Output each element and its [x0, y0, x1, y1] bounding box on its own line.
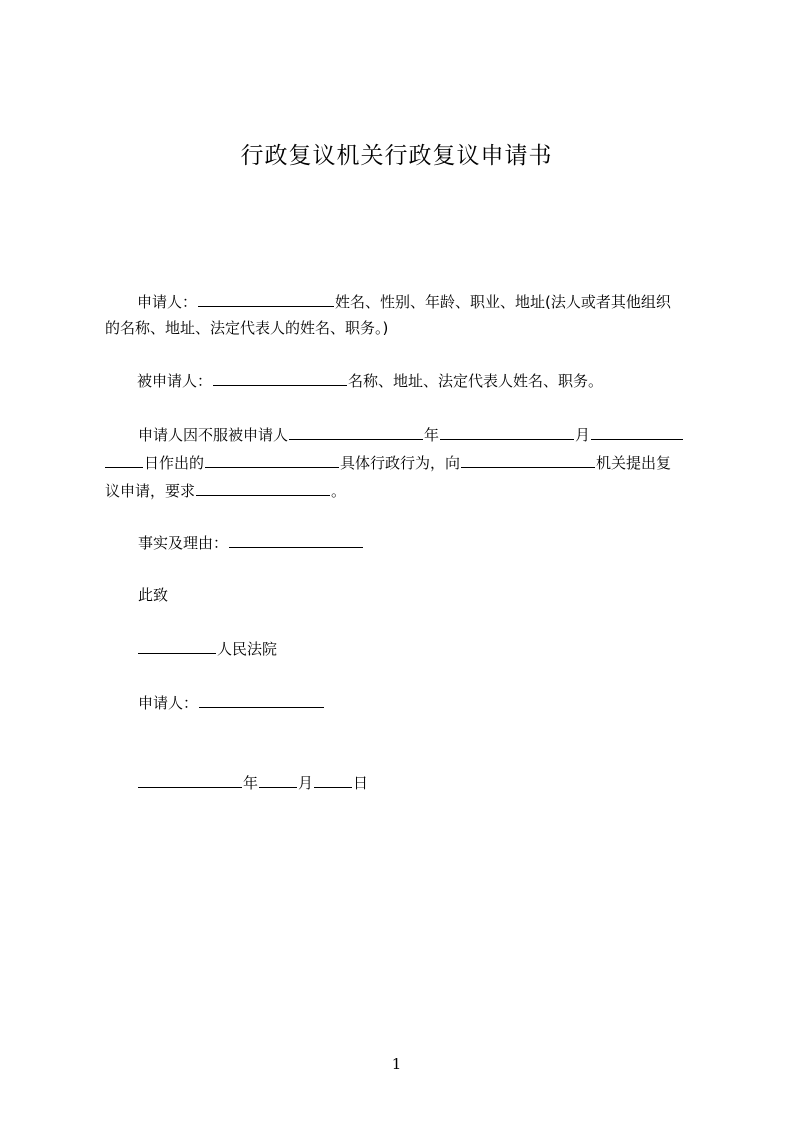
request-text-b: 议申请，要求 — [105, 482, 196, 500]
respondent-desc: 名称、地址、法定代表人姓名、职务。 — [348, 372, 604, 390]
applicant-line — [105, 291, 737, 312]
request-line-2 — [105, 452, 705, 473]
request-line-1 — [105, 424, 738, 445]
page-number: 1 — [391, 1055, 402, 1073]
date-line — [105, 772, 738, 793]
organ-text: 机关提出复 — [596, 454, 672, 472]
signature-blank[interactable] — [199, 692, 324, 708]
organ-blank[interactable] — [461, 452, 595, 468]
act-date-blank[interactable] — [205, 452, 339, 468]
facts-label: 事实及理由： — [138, 534, 229, 552]
month-blank[interactable] — [591, 424, 683, 440]
date-month-blank[interactable] — [259, 772, 297, 788]
request-line-3 — [105, 480, 705, 501]
request-blank[interactable] — [196, 480, 330, 496]
year-blank[interactable] — [440, 424, 574, 440]
request-end: 。 — [331, 482, 347, 500]
date-month: 月 — [298, 774, 314, 792]
date-day-blank[interactable] — [314, 772, 352, 788]
facts-line — [105, 532, 738, 553]
date-year: 年 — [243, 774, 259, 792]
applicant-blank[interactable] — [198, 291, 334, 307]
document-title: 行政复议机关行政复议申请书 — [240, 143, 553, 169]
date-year-blank[interactable] — [138, 772, 242, 788]
applicant-line-2 — [105, 318, 705, 338]
court-line — [105, 638, 738, 659]
applicant-desc-1: 姓名、性别、年龄、职业、地址(法人或者其他组织 — [335, 293, 671, 311]
facts-blank[interactable] — [229, 532, 363, 548]
signature-label: 申请人： — [138, 694, 199, 712]
court-text: 人民法院 — [217, 640, 278, 658]
signature-line — [105, 692, 738, 713]
respondent-label: 被申请人： — [137, 372, 213, 390]
month-text: 月 — [575, 426, 591, 444]
respondent-line — [105, 370, 737, 391]
request-text-a: 申请人因不服被申请人 — [138, 426, 289, 444]
salutation-line — [105, 585, 738, 605]
court-blank[interactable] — [138, 638, 216, 654]
respondent-blank[interactable] — [213, 370, 347, 386]
respondent-name-blank[interactable] — [289, 424, 423, 440]
date-day: 日 — [353, 774, 369, 792]
day-blank[interactable] — [105, 452, 143, 468]
year-text: 年 — [424, 426, 440, 444]
act-text: 具体行政行为，向 — [340, 454, 461, 472]
day-made-text: 日作出的 — [144, 454, 205, 472]
applicant-desc-2: 的名称、地址、法定代表人的姓名、职务。) — [105, 319, 389, 337]
salutation: 此致 — [138, 586, 169, 604]
applicant-label: 申请人： — [137, 293, 198, 311]
